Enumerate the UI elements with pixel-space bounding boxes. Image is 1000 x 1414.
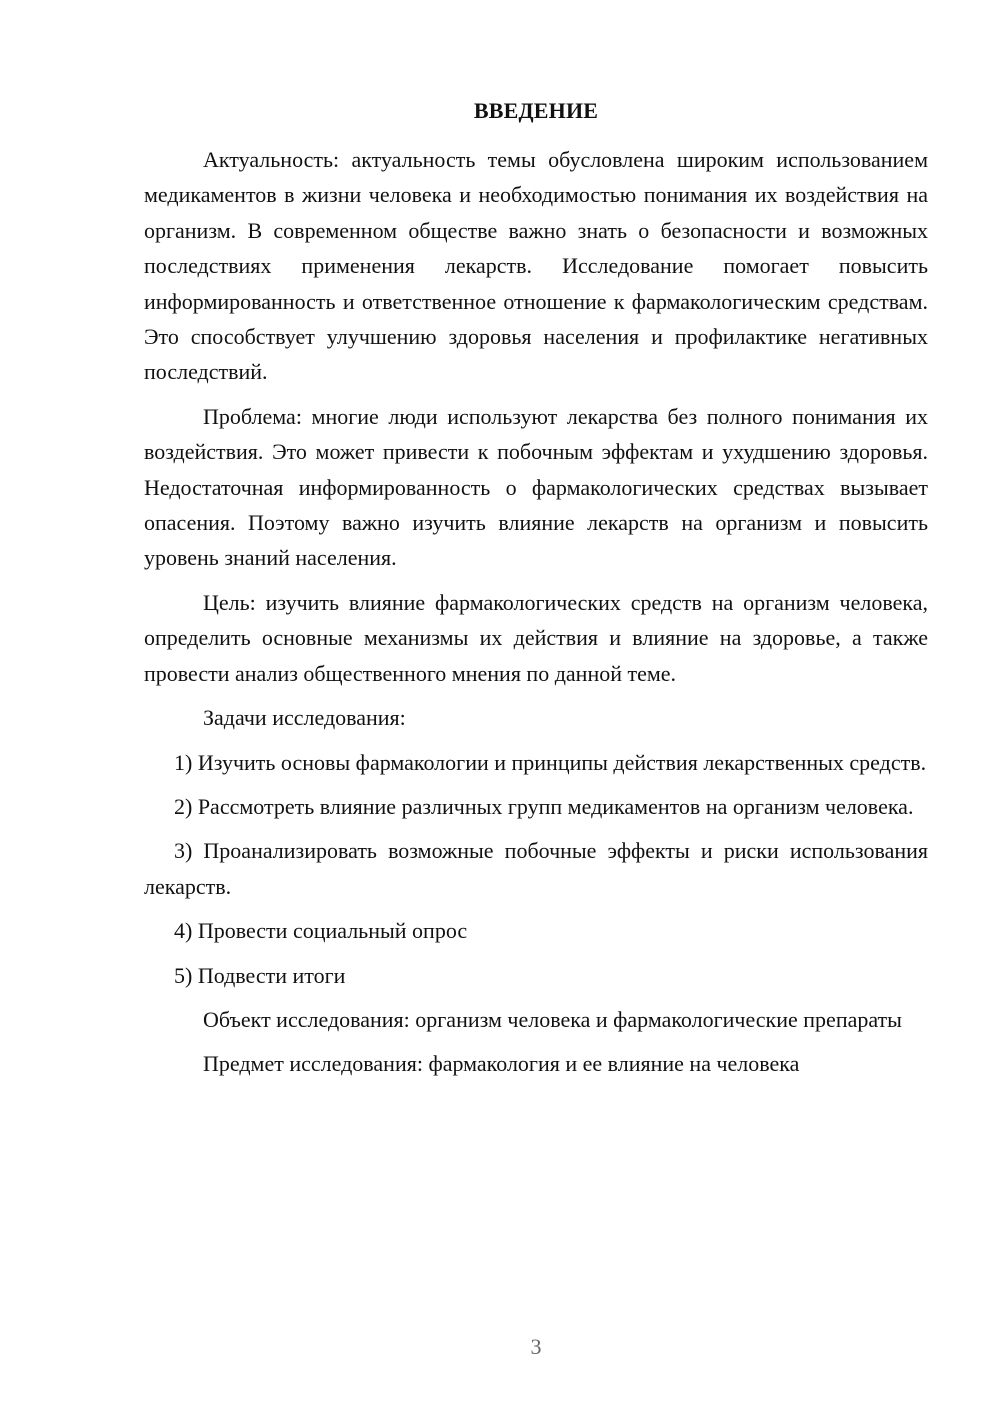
task-item-2: 2) Рассмотреть влияние различных групп медикаментов на организм человека. <box>174 793 914 819</box>
page-title: ВВЕДЕНИЕ <box>473 98 599 123</box>
paragraph-goal: Цель: изучить влияние фармакологических средств на организм человека, определить основные механизмы их действия и влияние на здоровье, а также провести анализ общественного мнения по данной теме. <box>144 589 928 686</box>
task-item-4: 4) Провести социальный опрос <box>174 918 468 944</box>
page-number: 3 <box>530 1334 542 1359</box>
task-item-5: 5) Подвести итоги <box>174 962 346 988</box>
task-item-3: 3) Проанализировать возможные побочные эффекты и риски использования лекарств. <box>144 838 928 899</box>
paragraph-relevance: Актуальность: актуальность темы обусловлена широким использованием медикаментов в жизни человека и необходимостью понимания их воздействия на организм. В современном обществе важно знать о безопасности и возможных последствиях применения лекарств. Исследование помогает повысить информированность и ответственное отношение к фармакологическим средствам. Это способствует улучшению здоровья населения и профилактике негативных последствий. <box>144 147 928 385</box>
document-body <box>144 142 928 1082</box>
tasks-heading: Задачи исследования: <box>203 705 406 731</box>
paragraph-subject: Предмет исследования: фармакология и ее влияние на человека <box>203 1051 800 1077</box>
paragraph-problem: Проблема: многие люди используют лекарства без полного понимания их воздействия. Это может привести к побочным эффектам и ухудшению здоровья. Недостаточная информированность о фармакологических средствах вызывает опасения. Поэтому важно изучить влияние лекарств на организм и повысить уровень знаний населения. <box>144 403 928 571</box>
paragraph-object: Объект исследования: организм человека и фармакологические препараты <box>203 1006 902 1032</box>
task-item-1: 1) Изучить основы фармакологии и принципы действия лекарственных средств. <box>174 749 927 775</box>
